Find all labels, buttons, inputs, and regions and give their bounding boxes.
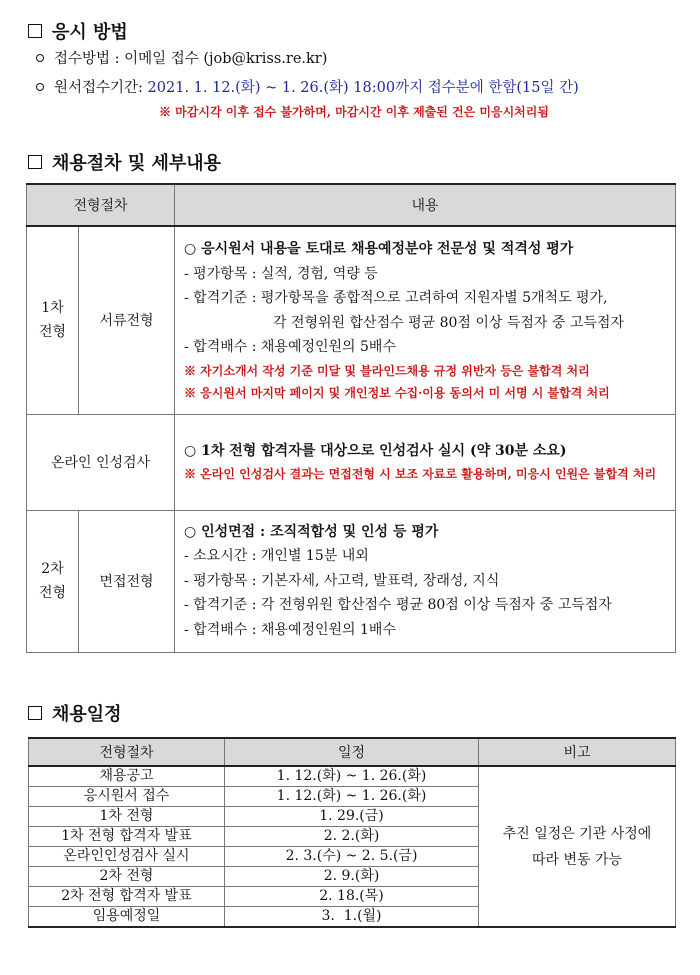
table-row — [29, 766, 676, 787]
stage-online-test: 온라인 인성검사 — [27, 414, 175, 510]
schedule-stage: 응시원서 접수 — [29, 787, 225, 807]
content-line: 각 전형위원 합산점수 평균 80점 이상 득점자 중 고득점자 — [273, 314, 624, 331]
procedure-table — [26, 183, 676, 653]
schedule-stage: 1차 전형 합격자 발표 — [29, 827, 225, 847]
schedule-date: 1. 12.(화) ~ 1. 26.(화) — [225, 766, 479, 787]
deadline-note: ※ 마감시각 이후 접수 불가하며, 마감시간 이후 제출된 건은 미응시처리됨 — [159, 105, 549, 119]
section-title-schedule — [28, 700, 122, 726]
stage-2-sub: 면접전형 — [79, 510, 175, 652]
content-line: - 평가항목 : 기본자세, 사고력, 발표력, 장래성, 지식 — [184, 572, 500, 589]
content-note: ※ 응시원서 마지막 페이지 및 개인정보 수집·이용 동의서 미 서명 시 불합격 처리 — [184, 385, 610, 400]
section-title-apply-method — [28, 18, 128, 44]
content-line: - 소요시간 : 개인별 15분 내외 — [184, 548, 369, 565]
apply-period-label: 원서접수기간: — [54, 80, 148, 96]
schedule-stage: 온라인인성검사 실시 — [29, 847, 225, 867]
apply-period-value: 2021. 1. 12.(화) ~ 1. 26.(화) 18:00까지 접수분에 한함(15일 간) — [147, 80, 579, 96]
schedule-date: 1. 29.(금) — [225, 807, 479, 827]
bullet-circle-icon — [36, 83, 44, 91]
schedule-header-date: 일정 — [225, 738, 479, 766]
schedule-date: 1. 12.(화) ~ 1. 26.(화) — [225, 787, 479, 807]
content-line: ○ 응시원서 내용을 토대로 채용예정분야 전문성 및 적격성 평가 — [184, 241, 574, 257]
content-line: - 합격기준 : 평가항목을 종합적으로 고려하여 지원자별 5개척도 평가, — [184, 290, 608, 306]
content-line: - 합격배수 : 채용예정인원의 5배수 — [184, 339, 396, 355]
content-line: - 합격기준 : 각 전형위원 합산점수 평균 80점 이상 득점자 중 고득점자 — [184, 597, 612, 614]
section1-title-text: 응시 방법 — [52, 22, 128, 43]
content-line: - 평가항목 : 실적, 경험, 역량 등 — [184, 265, 378, 282]
stage-1-content — [175, 226, 676, 414]
schedule-date: 3. 1.(월) — [225, 907, 479, 928]
content-note: ※ 온라인 인성검사 결과는 면접전형 시 보조 자료로 활용하며, 미응시 인원은 불합격 처리 — [184, 467, 657, 482]
apply-period-line — [36, 76, 579, 97]
content-note: ※ 자기소개서 작성 기준 미달 및 블라인드채용 규정 위반자 등은 불합격 처리 — [184, 363, 590, 378]
stage-2: 2차 전형 — [27, 510, 79, 652]
section3-title-text: 채용일정 — [52, 704, 122, 725]
checkbox-square-icon — [28, 24, 42, 38]
schedule-date: 2. 2.(화) — [225, 827, 479, 847]
header-stage: 전형절차 — [27, 184, 175, 226]
section2-title-text: 채용절차 및 세부내용 — [52, 153, 222, 174]
content-line: - 합격배수 : 채용예정인원의 1배수 — [184, 621, 396, 638]
stage-1-sub: 서류전형 — [79, 226, 175, 414]
schedule-stage: 임용예정일 — [29, 907, 225, 928]
apply-method-line — [36, 47, 327, 68]
section-title-procedure — [28, 149, 221, 175]
schedule-date: 2. 3.(수) ~ 2. 5.(금) — [225, 847, 479, 867]
apply-method-text: 접수방법 : 이메일 접수 (job@kriss.re.kr) — [54, 51, 328, 67]
bullet-circle-icon — [36, 54, 44, 62]
schedule-stage: 1차 전형 — [29, 807, 225, 827]
schedule-remark: 추진 일정은 기관 사정에 따라 변동 가능 — [479, 766, 676, 927]
schedule-stage: 2차 전형 합격자 발표 — [29, 887, 225, 907]
stage-2-content — [175, 510, 676, 652]
schedule-stage: 2차 전형 — [29, 867, 225, 887]
schedule-date: 2. 18.(목) — [225, 887, 479, 907]
content-line: ○ 인성면접 : 조직적합성 및 인성 등 평가 — [184, 523, 439, 540]
stage-1: 1차 전형 — [27, 226, 79, 414]
checkbox-square-icon — [28, 706, 42, 720]
schedule-table — [28, 737, 676, 928]
schedule-header-stage: 전형절차 — [29, 738, 225, 766]
stage-online-content — [175, 414, 676, 510]
header-content: 내용 — [175, 184, 676, 226]
checkbox-square-icon — [28, 155, 42, 169]
schedule-stage: 채용공고 — [29, 766, 225, 787]
schedule-date: 2. 9.(화) — [225, 867, 479, 887]
schedule-header-remark: 비고 — [479, 738, 676, 766]
content-line: ○ 1차 전형 합격자를 대상으로 인성검사 실시 (약 30분 소요) — [184, 442, 567, 459]
